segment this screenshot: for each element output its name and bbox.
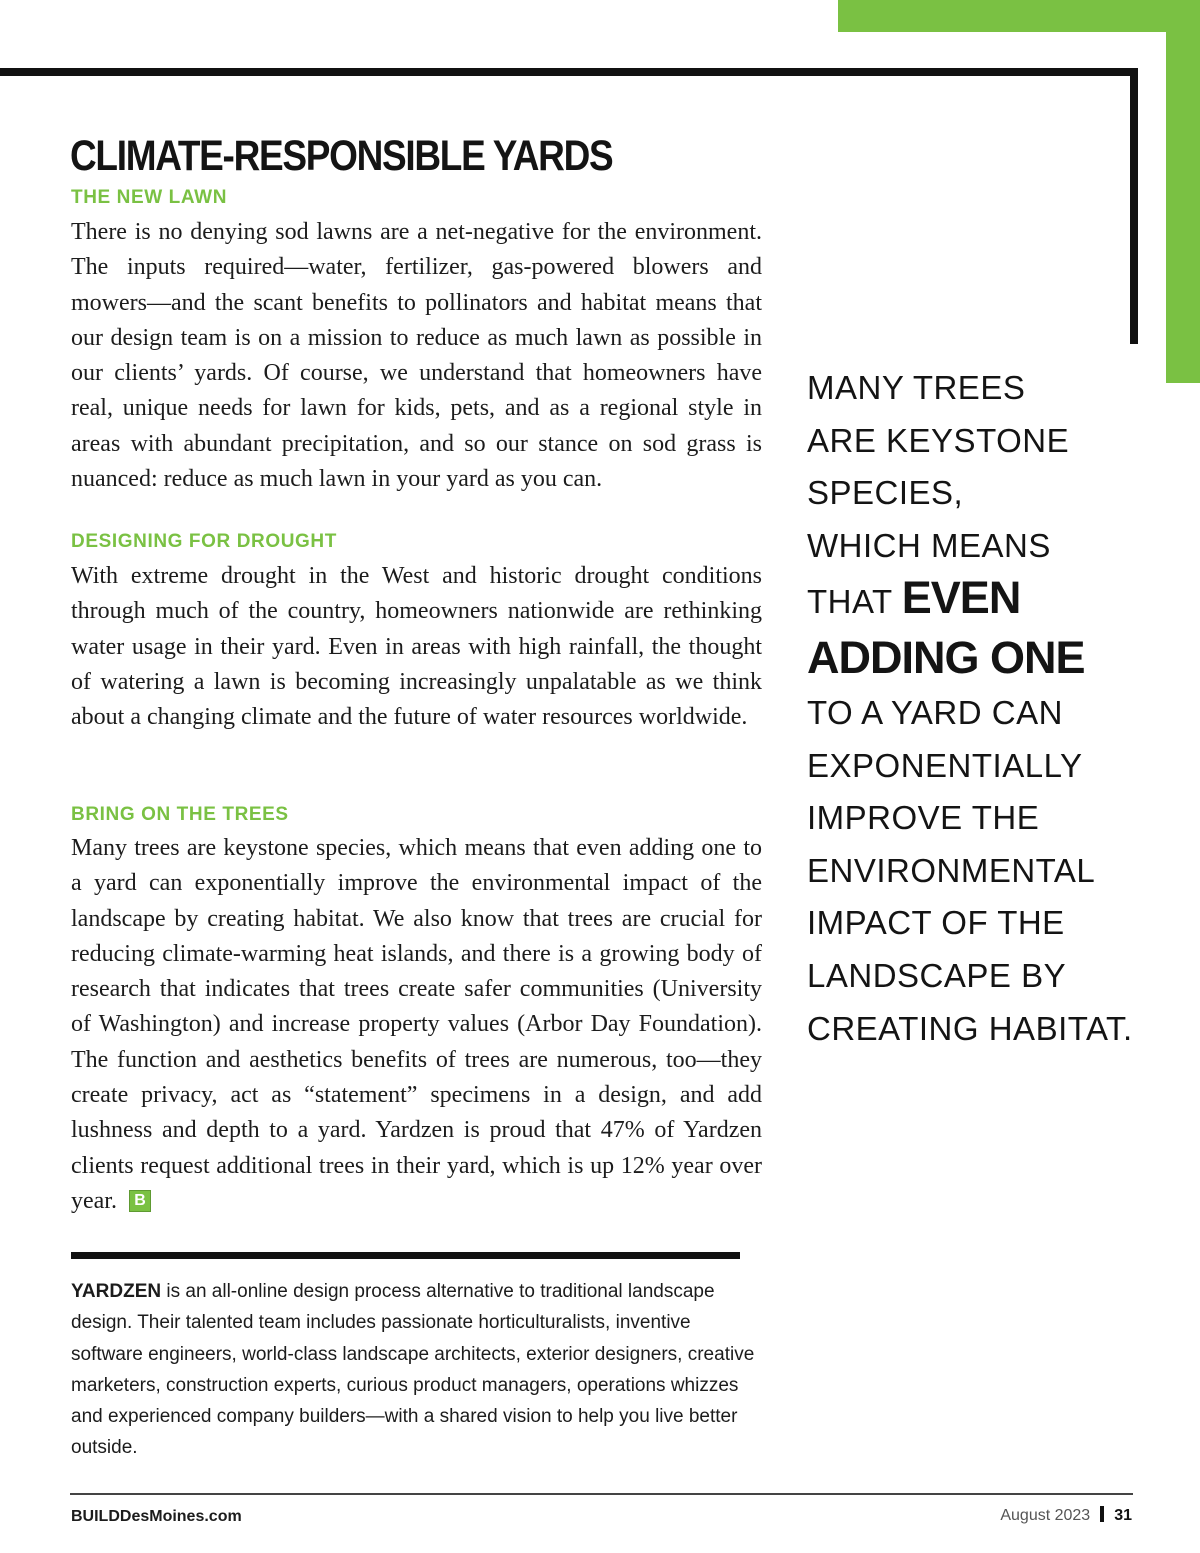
frame-rule-top — [0, 68, 1138, 76]
pull-quote-line: ENVIRONMENTAL — [807, 851, 1096, 889]
pull-quote-line: ARE KEYSTONE — [807, 421, 1070, 459]
section-body-trees-text: Many trees are keystone species, which means that even adding one to a yard can exponentially improve the environmental impact of the landscape by creating habitat. We also know that trees are crucial for reducing climate-warming heat islands, and there is a growing body of research that indicates that trees create safer communities (University of Washington) and increase property values (Arbor Day Foundation). The function and aesthetics benefits of trees are numerous, too—they create privacy, act as “statement” specimens in a design, and add lushness and depth to a yard. Yardzen is proud that 47% of Yardzen clients request additional trees in their yard, which is up 12% year over year. — [71, 835, 762, 1214]
section-heading-trees: BRING ON THE TREES — [71, 804, 289, 825]
section-body-drought — [71, 559, 762, 735]
bio-company-name: YARDZEN — [71, 1281, 162, 1302]
end-mark-icon: B — [129, 1190, 151, 1212]
author-bio — [71, 1276, 761, 1464]
section-body-drought-text: With extreme drought in the West and historic drought conditions through much of the country, homeowners nationwide are rethinking water usage in their yard. Even in areas with high rainfall, the thought of watering a lawn is becoming increasingly unpalatable as we think about a changing climate and the future of water resources worldwide. — [71, 563, 762, 731]
pull-quote — [807, 362, 1147, 1055]
pull-quote-lead: THAT — [807, 583, 902, 621]
pull-quote-line: EXPONENTIALLY — [807, 746, 1083, 784]
accent-bar-side — [1166, 0, 1200, 383]
section-heading-drought: DESIGNING FOR DROUGHT — [71, 531, 337, 552]
issue-date: August 2023 — [1000, 1507, 1091, 1524]
pull-quote-line: LANDSCAPE BY — [807, 956, 1067, 994]
section-body-new-lawn — [71, 215, 762, 497]
pull-quote-emphasis: ADDING ONE — [807, 631, 1085, 683]
pull-quote-line: IMPACT OF THE — [807, 904, 1065, 942]
page-number: 31 — [1114, 1507, 1132, 1524]
pull-quote-line: IMPROVE THE — [807, 799, 1040, 837]
accent-bar-top — [838, 0, 1200, 32]
pull-quote-line — [807, 572, 1147, 629]
footer-separator — [1100, 1506, 1104, 1522]
pull-quote-line: TO A YARD CAN — [807, 693, 1063, 731]
section-heading-new-lawn: THE NEW LAWN — [71, 187, 228, 208]
pull-quote-line: WHICH MEANS — [807, 526, 1051, 564]
footer-issue — [1000, 1506, 1132, 1525]
article-title: CLIMATE-RESPONSIBLE YARDS — [70, 132, 613, 180]
section-body-trees — [71, 831, 762, 1219]
pull-quote-line: CREATING HABITAT. — [807, 1009, 1133, 1047]
bio-divider — [71, 1252, 740, 1259]
footer-site-link[interactable]: BUILDDesMoines.com — [71, 1508, 242, 1525]
pull-quote-line: MANY TREES — [807, 369, 1026, 406]
pull-quote-emphasis: EVEN — [901, 572, 1021, 624]
footer-divider — [70, 1493, 1133, 1495]
section-body-new-lawn-text: There is no denying sod lawns are a net-negative for the environment. The inputs required—water, fertilizer, gas-powered blowers and mowers—and the scant benefits to pollinators and habitat means that our design team is on a mission to reduce as much lawn as possible in our clients’ yards. Of course, we understand that homeowners have real, unique needs for lawn for kids, pets, and as a regional style in areas with abundant precipitation, and so our stance on sod grass is nuanced: reduce as much lawn in your yard as you can. — [71, 219, 762, 493]
bio-text: is an all-online design process alternative to traditional landscape design. Their talented team includes passionate horticulturalists, inventive software engineers, world-class landscape architects, exterior designers, creative marketers, construction experts, curious product managers, operations whizzes and experienced company builders—with a shared vision to help you live better outside. — [71, 1281, 755, 1459]
frame-rule-side — [1130, 68, 1138, 344]
pull-quote-line: SPECIES, — [807, 474, 964, 512]
